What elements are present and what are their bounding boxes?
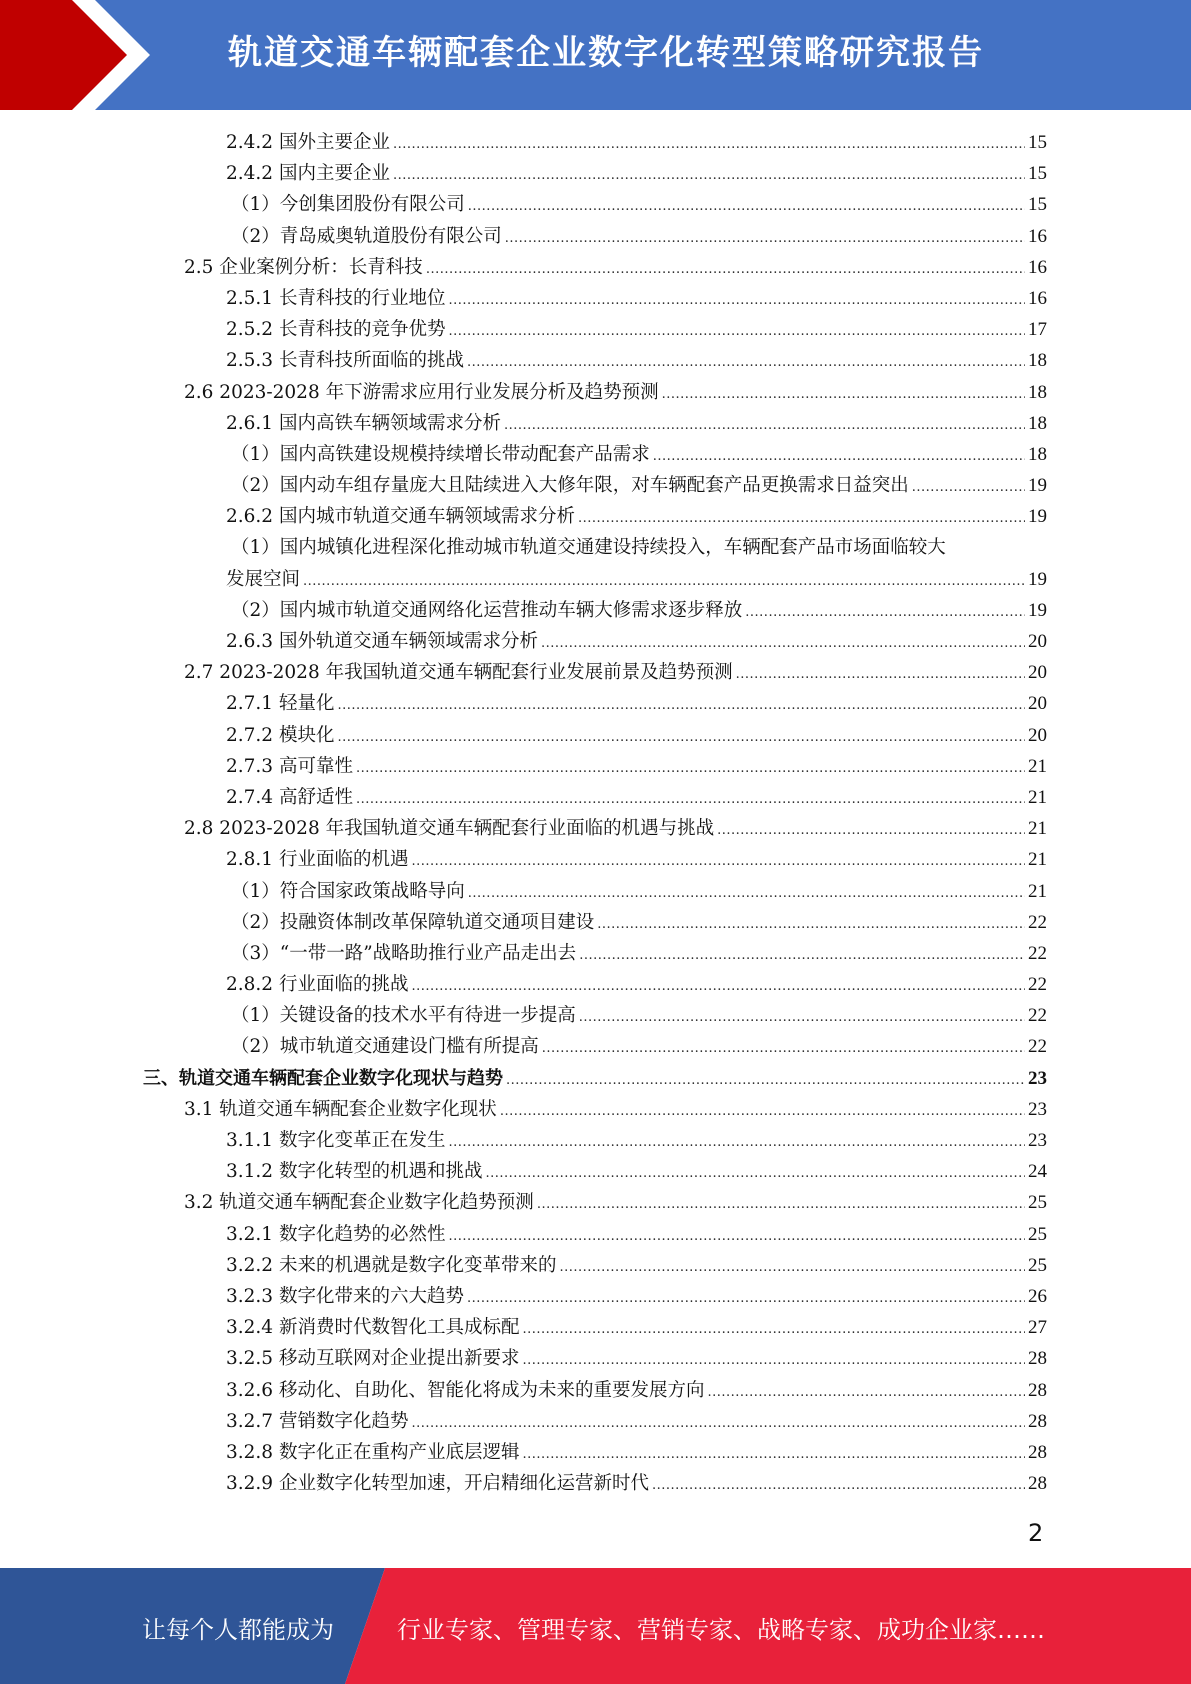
toc-page-number: 19 [1028, 599, 1047, 621]
footer-slogan-left: 让每个人都能成为 [142, 1616, 334, 1644]
toc-entry[interactable] [231, 876, 1047, 907]
toc-leader-dots [522, 1345, 1025, 1376]
toc-page-number: 24 [1028, 1161, 1047, 1183]
toc-leader-dots [356, 784, 1025, 815]
toc-entry[interactable] [226, 501, 1047, 532]
toc-page-number: 25 [1028, 1223, 1047, 1245]
toc-page-number: 21 [1028, 880, 1047, 902]
toc-entry-text: （2）投融资体制改革保障轨道交通项目建设 [231, 911, 595, 933]
toc-page-number: 20 [1028, 662, 1047, 684]
toc-entry[interactable] [226, 969, 1047, 1000]
toc-entry[interactable] [226, 345, 1047, 376]
toc-page-number: 28 [1028, 1348, 1047, 1370]
toc-entry-text: 2.5.2 长青科技的竞争优势 [226, 319, 446, 341]
toc-page-number: 21 [1028, 849, 1047, 871]
toc-leader-dots [541, 628, 1025, 659]
toc-leader-dots [912, 472, 1025, 503]
toc-leader-dots [467, 347, 1025, 378]
toc-page-number: 25 [1028, 1192, 1047, 1214]
toc-leader-dots [337, 722, 1025, 753]
toc-entry[interactable] [231, 595, 1047, 626]
toc-entry-text: 2.7.4 高舒适性 [226, 786, 353, 808]
header-arrow-icon [0, 0, 160, 110]
toc-entry[interactable] [184, 252, 1047, 283]
toc-page-number: 26 [1028, 1285, 1047, 1307]
toc-entry[interactable] [226, 1219, 1047, 1250]
toc-entry[interactable] [226, 283, 1047, 314]
toc-entry-text: 2.7 2023-2028 年我国轨道交通车辆配套行业发展前景及趋势预测 [184, 662, 733, 684]
table-of-contents [0, 127, 1191, 1499]
toc-entry-text: 2.8.2 行业面临的挑战 [226, 974, 409, 996]
toc-page-number: 22 [1028, 1036, 1047, 1058]
toc-leader-dots [485, 1158, 1025, 1189]
toc-entry[interactable] [184, 1187, 1047, 1218]
toc-entry-text: 发展空间 [226, 568, 301, 590]
toc-entry-text: 2.4.2 国内主要企业 [226, 163, 390, 185]
toc-page-number: 27 [1028, 1317, 1047, 1339]
toc-entry-text: 3.2.6 移动化、自助化、智能化将成为未来的重要发展方向 [226, 1379, 705, 1401]
toc-entry[interactable] [226, 688, 1047, 719]
toc-page-number: 18 [1028, 381, 1047, 403]
toc-page-number: 20 [1028, 693, 1047, 715]
toc-leader-dots [337, 690, 1025, 721]
toc-leader-dots [578, 503, 1025, 534]
toc-leader-dots [522, 1314, 1025, 1345]
header-bar [0, 0, 1191, 110]
toc-leader-dots [448, 316, 1025, 347]
toc-entry[interactable] [231, 221, 1047, 252]
toc-entry[interactable] [226, 314, 1047, 345]
toc-entry-text: 2.7.3 高可靠性 [226, 755, 353, 777]
toc-entry-text: （2）国内动车组存量庞大且陆续进入大修年限，对车辆配套产品更换需求日益突出 [231, 475, 909, 497]
toc-leader-dots [717, 815, 1025, 846]
toc-leader-dots [662, 379, 1025, 410]
toc-leader-dots [745, 597, 1025, 628]
toc-entry[interactable] [226, 1250, 1047, 1281]
report-title: 轨道交通车辆配套企业数字化转型策略研究报告 [228, 33, 984, 73]
toc-page-number: 22 [1028, 1005, 1047, 1027]
toc-entry[interactable] [231, 189, 1047, 220]
toc-page-number: 15 [1028, 163, 1047, 185]
toc-leader-dots [597, 909, 1025, 940]
toc-leader-dots [468, 191, 1025, 222]
toc-entry-text: 3.2.2 未来的机遇就是数字化变革带来的 [226, 1254, 557, 1276]
toc-page-number: 22 [1028, 942, 1047, 964]
toc-entry-text: 3.2.5 移动互联网对企业提出新要求 [226, 1348, 520, 1370]
toc-leader-dots [448, 1221, 1025, 1252]
toc-entry[interactable] [231, 439, 1047, 470]
toc-page-number: 18 [1028, 412, 1047, 434]
toc-entry-text: 2.6.3 国外轨道交通车辆领域需求分析 [226, 631, 538, 652]
toc-page-number: 21 [1028, 818, 1047, 840]
toc-entry[interactable] [226, 844, 1047, 875]
toc-leader-dots [411, 971, 1025, 1002]
toc-leader-dots [468, 878, 1025, 909]
toc-page-number: 28 [1028, 1410, 1047, 1432]
toc-entry-text: （1）符合国家政策战略导向 [231, 880, 465, 902]
page-number: 2 [1028, 1519, 1044, 1547]
toc-entry-text: （3）“一带一路”战略助推行业产品走出去 [231, 942, 577, 964]
toc-entry[interactable] [226, 127, 1047, 158]
toc-entry-text: （2）国内城市轨道交通网络化运营推动车辆大修需求逐步释放 [231, 599, 743, 621]
toc-leader-dots [467, 1283, 1025, 1314]
toc-entry[interactable] [226, 1406, 1047, 1437]
toc-entry[interactable] [226, 720, 1047, 751]
toc-page-number: 22 [1028, 974, 1047, 996]
toc-entry-text: 3.1.2 数字化转型的机遇和挑战 [226, 1161, 483, 1183]
toc-page-number: 25 [1028, 1254, 1047, 1276]
toc-leader-dots [411, 1408, 1025, 1439]
toc-entry[interactable] [184, 1094, 1047, 1125]
toc-entry[interactable] [231, 1031, 1047, 1062]
toc-entry[interactable] [184, 657, 1047, 688]
toc-entry-text: 3.2.8 数字化正在重构产业底层逻辑 [226, 1441, 520, 1463]
toc-entry-text: （2）青岛威奥轨道股份有限公司 [231, 225, 502, 247]
toc-entry-text: 2.6 2023-2028 年下游需求应用行业发展分析及趋势预测 [184, 381, 659, 403]
toc-page-number: 16 [1028, 225, 1047, 247]
toc-entry[interactable] [226, 532, 1047, 594]
toc-entry[interactable] [231, 907, 1047, 938]
toc-entry[interactable] [226, 626, 1047, 657]
toc-leader-dots [559, 1252, 1025, 1283]
toc-entry-text: 2.6.2 国内城市轨道交通车辆领域需求分析 [226, 506, 575, 528]
toc-entry-text: （1）国内城镇化进程深化推动城市轨道交通建设持续投入，车辆配套产品市场面临较大 [231, 537, 946, 559]
toc-entry[interactable] [143, 1063, 1047, 1094]
toc-page-number: 22 [1028, 911, 1047, 933]
toc-leader-dots [393, 129, 1025, 160]
toc-page-number: 21 [1028, 786, 1047, 808]
toc-page-number: 18 [1028, 443, 1047, 465]
toc-leader-dots [504, 410, 1025, 441]
toc-leader-dots [448, 285, 1025, 316]
toc-entry[interactable] [184, 377, 1047, 408]
toc-leader-dots [500, 1096, 1025, 1127]
toc-entry-text: 3.2 轨道交通车辆配套企业数字化趋势预测 [184, 1192, 534, 1214]
toc-leader-dots [522, 1439, 1025, 1470]
toc-leader-dots [506, 1065, 1025, 1096]
toc-entry[interactable] [184, 813, 1047, 844]
toc-leader-dots [653, 441, 1025, 472]
toc-leader-dots [579, 940, 1025, 971]
toc-page-number: 16 [1028, 287, 1047, 309]
toc-leader-dots [542, 1033, 1025, 1064]
toc-entry-text: 2.4.2 国外主要企业 [226, 132, 390, 153]
toc-leader-dots [393, 160, 1025, 191]
toc-entry-text: 2.7.2 模块化 [226, 724, 335, 746]
toc-page-number: 23 [1028, 1067, 1047, 1089]
toc-entry-text: 2.8 2023-2028 年我国轨道交通车辆配套行业面临的机遇与挑战 [184, 818, 715, 840]
toc-entry-text: 3.1.1 数字化变革正在发生 [226, 1130, 446, 1151]
toc-page-number: 23 [1028, 1130, 1047, 1151]
toc-entry-text: （1）关键设备的技术水平有待进一步提高 [231, 1005, 576, 1027]
toc-entry-text: （1）今创集团股份有限公司 [231, 194, 465, 216]
toc-leader-dots [579, 1002, 1025, 1033]
toc-entry[interactable] [226, 1281, 1047, 1312]
toc-leader-dots [426, 254, 1025, 285]
toc-leader-dots [303, 566, 1025, 597]
toc-entry-text: 3.2.7 营销数字化趋势 [226, 1410, 409, 1432]
toc-page-number: 15 [1028, 194, 1047, 216]
toc-page-number: 15 [1028, 132, 1047, 153]
toc-page-number: 21 [1028, 755, 1047, 777]
toc-leader-dots [707, 1377, 1025, 1408]
toc-leader-dots [356, 753, 1025, 784]
toc-page-number: 19 [1028, 568, 1047, 590]
toc-entry-text: 2.5 企业案例分析：长青科技 [184, 256, 423, 278]
toc-entry[interactable] [226, 408, 1047, 439]
toc-entry-text: 3.2.1 数字化趋势的必然性 [226, 1223, 446, 1245]
toc-entry[interactable] [231, 938, 1047, 969]
toc-entry[interactable] [226, 1437, 1047, 1468]
toc-page-number: 23 [1028, 1098, 1047, 1120]
toc-entry-text: （1）国内高铁建设规模持续增长带动配套产品需求 [231, 443, 650, 465]
toc-entry[interactable] [226, 158, 1047, 189]
toc-leader-dots [448, 1127, 1025, 1158]
toc-entry-text: 3.2.3 数字化带来的六大趋势 [226, 1285, 464, 1307]
toc-entry[interactable] [226, 751, 1047, 782]
toc-entry[interactable] [231, 470, 1047, 501]
toc-leader-dots [537, 1189, 1025, 1220]
toc-entry[interactable] [226, 1375, 1047, 1406]
toc-page-number: 20 [1028, 631, 1047, 652]
toc-entry-text: 3.2.9 企业数字化转型加速，开启精细化运营新时代 [226, 1473, 649, 1495]
toc-page-number: 28 [1028, 1379, 1047, 1401]
toc-entry-text: 三、轨道交通车辆配套企业数字化现状与趋势 [143, 1067, 503, 1089]
toc-entry-text: 3.2.4 新消费时代数智化工具成标配 [226, 1317, 520, 1339]
toc-page-number: 28 [1028, 1441, 1047, 1463]
footer-slogan-right: 行业专家、管理专家、营销专家、战略专家、成功企业家…… [397, 1616, 1045, 1644]
toc-entry[interactable] [226, 1468, 1047, 1499]
toc-entry-text: 2.5.3 长青科技所面临的挑战 [226, 350, 464, 372]
toc-leader-dots [652, 1470, 1025, 1501]
toc-leader-dots [505, 223, 1025, 254]
toc-entry-text: （2）城市轨道交通建设门槛有所提高 [231, 1036, 539, 1058]
toc-entry[interactable] [231, 1000, 1047, 1031]
toc-entry-text: 2.8.1 行业面临的机遇 [226, 849, 409, 871]
toc-page-number: 20 [1028, 724, 1047, 746]
toc-entry[interactable] [226, 1343, 1047, 1374]
toc-leader-dots [736, 659, 1025, 690]
toc-page-number: 18 [1028, 350, 1047, 372]
toc-page-number: 28 [1028, 1473, 1047, 1495]
toc-page-number: 19 [1028, 506, 1047, 528]
toc-entry-text: 3.1 轨道交通车辆配套企业数字化现状 [184, 1098, 497, 1120]
toc-page-number: 16 [1028, 256, 1047, 278]
toc-entry[interactable] [226, 1125, 1047, 1156]
toc-entry[interactable] [226, 1156, 1047, 1187]
toc-page-number: 17 [1028, 319, 1047, 341]
toc-entry-text: 2.6.1 国内高铁车辆领域需求分析 [226, 412, 501, 434]
toc-entry[interactable] [226, 1312, 1047, 1343]
toc-entry-text: 2.7.1 轻量化 [226, 693, 335, 715]
toc-entry[interactable] [226, 782, 1047, 813]
toc-page-number: 19 [1028, 475, 1047, 497]
toc-leader-dots [411, 846, 1025, 877]
toc-entry-text: 2.5.1 长青科技的行业地位 [226, 287, 446, 309]
